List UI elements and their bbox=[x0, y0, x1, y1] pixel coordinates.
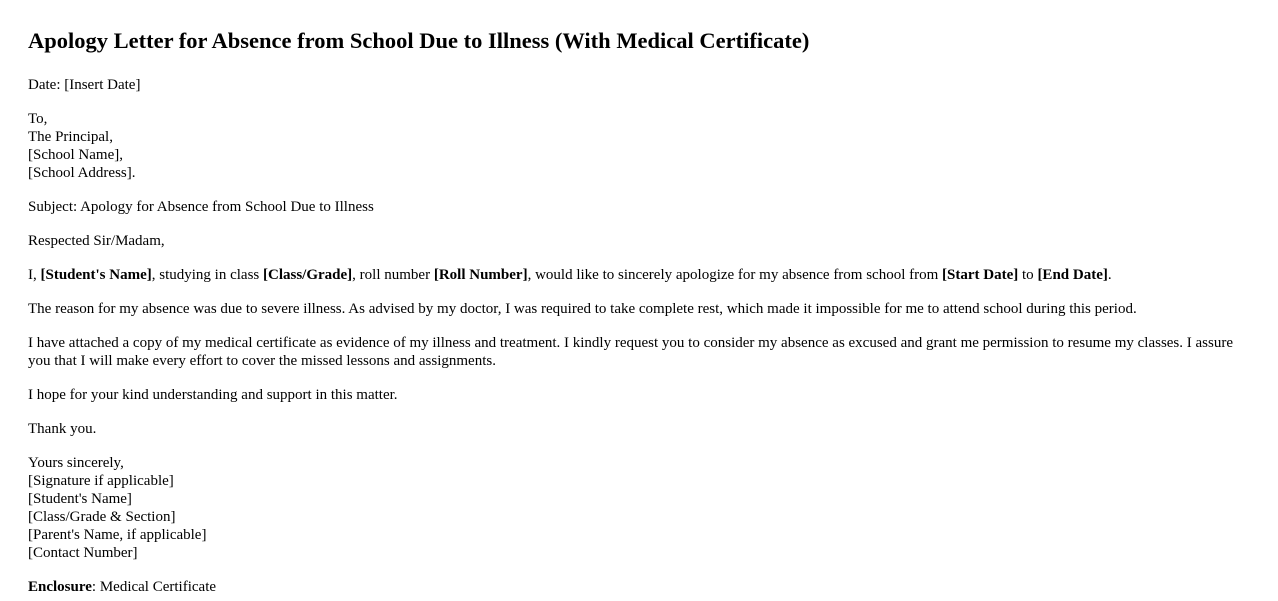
closing-line: [Contact Number] bbox=[28, 545, 138, 561]
class-grade-placeholder: [Class/Grade] bbox=[263, 267, 353, 283]
closing-line: Yours sincerely, bbox=[28, 455, 124, 471]
student-name-placeholder: [Student's Name] bbox=[40, 267, 152, 283]
closing-block bbox=[28, 454, 1250, 562]
closing-line: [Student's Name] bbox=[28, 491, 132, 507]
closing-line: [Class/Grade & Section] bbox=[28, 509, 176, 525]
body-text: , studying in class bbox=[151, 267, 263, 283]
enclosure-value: : Medical Certificate bbox=[91, 579, 217, 595]
body-paragraph-hope: I hope for your kind understanding and support in this matter. bbox=[28, 387, 398, 403]
body-text: , roll number bbox=[352, 267, 434, 283]
recipient-block bbox=[28, 110, 1250, 182]
body-paragraph-certificate: I have attached a copy of my medical certificate as evidence of my illness and treatment. I kindly request you to consider my absence as excused and grant me permission to resume my classes. I assure you that I will make every effort to cover the missed lessons and assignments. bbox=[28, 335, 1234, 369]
letter-date: Date: [Insert Date] bbox=[28, 77, 141, 93]
recipient-line: [School Address]. bbox=[28, 165, 136, 181]
closing-line: [Signature if applicable] bbox=[28, 473, 174, 489]
roll-number-placeholder: [Roll Number] bbox=[433, 267, 528, 283]
recipient-line: [School Name], bbox=[28, 147, 123, 163]
body-text: , would like to sincerely apologize for my absence from school from bbox=[527, 267, 943, 283]
body-text: to bbox=[1018, 267, 1038, 283]
enclosure-label: Enclosure bbox=[28, 579, 92, 595]
closing-line: [Parent's Name, if applicable] bbox=[28, 527, 207, 543]
recipient-line: The Principal, bbox=[28, 129, 113, 145]
letter-subject: Subject: Apology for Absence from School Due to Illness bbox=[28, 199, 374, 215]
start-date-placeholder: [Start Date] bbox=[942, 267, 1019, 283]
letter-title: Apology Letter for Absence from School Due to Illness (With Medical Certificate) bbox=[28, 28, 810, 53]
letter-salutation: Respected Sir/Madam, bbox=[28, 233, 165, 249]
body-text: . bbox=[1107, 267, 1112, 283]
body-paragraph-reason: The reason for my absence was due to severe illness. As advised by my doctor, I was required to take complete rest, which made it impossible for me to attend school during this period. bbox=[28, 301, 1137, 317]
letter-thanks: Thank you. bbox=[28, 421, 97, 437]
end-date-placeholder: [End Date] bbox=[1037, 267, 1108, 283]
body-text: I, bbox=[28, 267, 41, 283]
enclosure-line bbox=[28, 578, 1250, 596]
recipient-line: To, bbox=[28, 111, 48, 127]
body-paragraph-intro bbox=[28, 266, 1250, 284]
